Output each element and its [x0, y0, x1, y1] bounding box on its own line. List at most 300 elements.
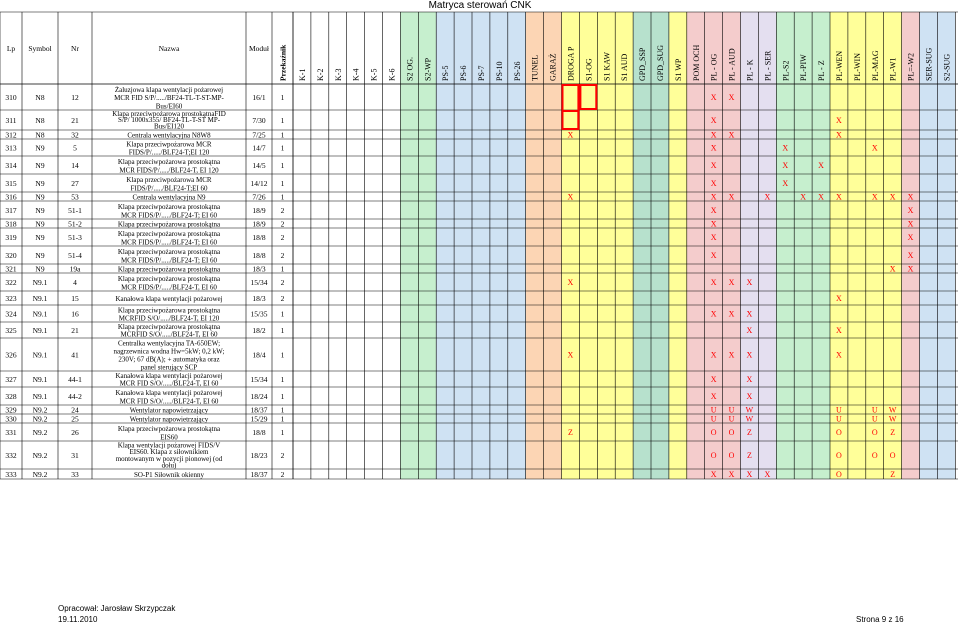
column-band — [454, 12, 472, 479]
matrix-mark: X — [710, 350, 717, 360]
row-lp: 326 — [5, 350, 17, 360]
row-lp: 322 — [5, 278, 17, 287]
matrix-mark: X — [836, 192, 842, 202]
row-name: Klapa przeciwpożarowa prostokątna — [117, 203, 221, 211]
matrix-mark: X — [710, 219, 717, 229]
row-name: Wentylator napowietrzający — [129, 406, 209, 415]
row-lp: 330 — [5, 414, 17, 424]
column-band — [937, 12, 955, 479]
row-nr: 32 — [71, 130, 79, 140]
matrix-column-header: S2-WP — [423, 57, 433, 81]
matrix-column-header: SER-SUG — [924, 47, 934, 81]
row-przekaznik: 2 — [280, 206, 285, 215]
row-symbol: N9 — [35, 192, 45, 202]
matrix-mark: X — [710, 392, 717, 401]
row-przekaznik: 1 — [280, 428, 285, 437]
row-name: Klapa przeciwpożarowa prostokątna — [117, 275, 221, 283]
matrix-column-header: PL-WEN — [834, 50, 844, 81]
matrix-column-header: S1 KAW — [602, 52, 612, 81]
row-modul: 16/1 — [252, 93, 266, 102]
row-lp: 311 — [5, 116, 17, 125]
column-band — [418, 12, 436, 479]
row-przekaznik: 1 — [280, 375, 285, 384]
matrix-mark: X — [710, 143, 717, 153]
matrix-mark: X — [746, 470, 753, 479]
row-modul: 18/24 — [250, 392, 268, 401]
column-band — [848, 12, 866, 479]
row-name: Klapa przeciwpożarowa prostokątna — [117, 158, 221, 166]
matrix-mark: X — [710, 161, 717, 170]
column-band — [669, 12, 687, 479]
row-name: Klapa przeciwpożarowa MCR — [126, 176, 212, 184]
matrix-mark: X — [710, 130, 717, 140]
matrix-mark: U — [710, 414, 717, 424]
row-lp: 332 — [5, 451, 17, 460]
row-nr: 4 — [73, 278, 77, 287]
row-przekaznik: 1 — [280, 161, 285, 170]
matrix-mark: Z — [747, 428, 752, 437]
row-symbol: N9 — [35, 264, 45, 274]
row-modul: 7/26 — [252, 192, 266, 202]
matrix-column-header: GARAŻ — [548, 53, 558, 81]
matrix-mark: O — [871, 428, 878, 437]
row-name: Klapa przeciwpożarowa prostokątna — [117, 323, 221, 331]
row-nr: 51-4 — [68, 251, 82, 260]
row-nr: 44-1 — [68, 375, 82, 384]
row-name: panel sterujący SCP — [140, 363, 198, 372]
row-name: Klapa przeciwpożarowa prostokątna — [117, 265, 221, 274]
matrix-column-header: PL-MAG — [870, 50, 880, 81]
row-name: Kanałowa klapa wentylacji pożarowej — [115, 389, 223, 397]
matrix-mark: X — [871, 143, 878, 153]
row-name: Wentylator napowietrzający — [129, 415, 209, 424]
row-modul: 18/3 — [252, 264, 266, 274]
matrix-mark: X — [746, 350, 753, 360]
row-name: Klapa przeciwpożarowa prostokątna — [117, 248, 221, 256]
row-lp: 324 — [5, 309, 17, 319]
column-band — [794, 12, 812, 479]
column-band — [812, 12, 830, 479]
matrix-mark: X — [800, 192, 807, 202]
row-nr: 19a — [69, 264, 81, 274]
row-modul: 18/37 — [250, 470, 268, 479]
row-name: Centrala wentylacyjna N8W8 — [127, 131, 211, 140]
footer-date: 19.11.2010 — [58, 615, 98, 624]
matrix-mark: X — [746, 309, 753, 319]
row-przekaznik: 1 — [280, 414, 285, 424]
matrix-mark: U — [728, 414, 735, 424]
matrix-mark: X — [746, 392, 753, 401]
matrix-mark: X — [710, 179, 717, 188]
column-band — [633, 12, 651, 479]
row-symbol: N9.1 — [32, 392, 48, 401]
row-przekaznik: 1 — [280, 179, 285, 188]
matrix-column-header: GPD_SUG — [655, 44, 665, 81]
row-modul: 18/8 — [252, 428, 266, 437]
row-lp: 317 — [5, 206, 17, 215]
row-name: MCRFID S/O/...../BLF24-T, EI 60 — [120, 330, 218, 339]
matrix-column-header: PL - Z — [817, 60, 827, 81]
footer-author: Opracował: Jarosław Skrzypczak — [58, 604, 176, 613]
matrix-mark: U — [836, 414, 842, 424]
matrix-mark: X — [782, 143, 789, 153]
matrix-column-header: GPD_SSP — [638, 47, 648, 81]
header-przekaznik: Przekaźnik — [278, 44, 288, 81]
row-name: Klapa przeciwpożarowa prostokątna — [117, 425, 221, 433]
row-modul: 18/37 — [250, 405, 268, 415]
row-lp: 318 — [5, 219, 17, 229]
row-symbol: N9 — [35, 179, 45, 188]
row-przekaznik: 2 — [280, 251, 285, 260]
matrix-column-header: K-4 — [351, 68, 361, 81]
row-lp: 310 — [5, 93, 17, 102]
matrix-mark: X — [764, 192, 771, 202]
row-lp: 333 — [5, 470, 17, 479]
row-name: MCR FID S/O/...../BLF24-T, EI 60 — [119, 379, 219, 388]
matrix-mark: Z — [890, 470, 896, 479]
row-modul: 18/2 — [252, 326, 266, 335]
header-lp: Lp — [6, 44, 16, 53]
column-band — [490, 12, 508, 479]
row-name: Klapa wentylacji pożarowej FIDS/V — [117, 441, 221, 450]
matrix-mark: X — [728, 350, 735, 360]
matrix-column-header: K-2 — [315, 68, 325, 81]
matrix-mark: X — [710, 470, 717, 479]
row-lp: 316 — [5, 192, 17, 202]
row-name: Klapa przeciwpożarowa MCR — [126, 140, 212, 149]
column-band — [920, 12, 938, 479]
matrix-mark: X — [710, 375, 717, 384]
row-przekaznik: 1 — [280, 192, 285, 202]
row-name: MCR FIDS/P/...../BLF24-T; EI 60 — [120, 238, 218, 247]
row-symbol: N9.2 — [32, 451, 48, 460]
column-band — [597, 12, 615, 479]
matrix-mark: X — [728, 309, 735, 319]
row-name: Kanałowa klapa wentylacji pożarowej — [115, 295, 223, 303]
row-lp: 321 — [5, 264, 17, 274]
matrix-column-header: PS-7 — [476, 65, 486, 81]
column-band — [544, 12, 562, 479]
row-name: nagrzewnica wodna Hw=5kW; 0,2 kW; — [113, 347, 225, 356]
matrix-mark: W — [745, 414, 754, 424]
matrix-mark: Z — [747, 451, 752, 460]
row-symbol: N9.1 — [32, 326, 48, 335]
row-name: MCR FID S/P/...../BF24-TL-T-ST-MP- — [114, 94, 224, 103]
row-symbol: N9.2 — [32, 470, 48, 479]
matrix-mark: X — [818, 192, 824, 202]
row-nr: 26 — [71, 428, 79, 437]
row-nr: 5 — [73, 143, 77, 153]
matrix-mark: X — [567, 350, 574, 360]
matrix-mark: X — [836, 294, 842, 303]
header-nr: Nr — [71, 44, 79, 53]
row-lp: 319 — [5, 233, 17, 242]
column-band — [472, 12, 490, 479]
row-name: Bus/EI120 — [154, 122, 184, 131]
row-modul: 18/23 — [250, 451, 268, 460]
matrix-column-header: K-6 — [387, 68, 397, 81]
row-symbol: N9.2 — [32, 414, 48, 424]
row-symbol: N9.2 — [32, 405, 48, 415]
row-lp: 329 — [5, 405, 17, 415]
row-modul: 15/29 — [250, 414, 268, 424]
row-lp: 327 — [5, 375, 17, 384]
row-nr: 44-2 — [68, 392, 82, 401]
row-symbol: N9.2 — [32, 428, 48, 437]
matrix-mark: X — [710, 116, 717, 125]
row-przekaznik: 1 — [280, 309, 285, 319]
row-name: montowanym w pozycji pionowej (od — [115, 454, 223, 463]
row-lp: 320 — [5, 251, 17, 260]
row-symbol: N9.1 — [32, 294, 48, 303]
row-name: Kanałowa klapa wentylacji pożarowej — [115, 372, 223, 380]
matrix-mark: X — [907, 219, 914, 229]
row-symbol: N9 — [35, 206, 45, 215]
matrix-mark: X — [567, 130, 574, 140]
matrix-mark: O — [728, 428, 735, 437]
row-name: Bus/EI60 — [155, 102, 183, 111]
matrix-mark: U — [871, 414, 878, 424]
matrix-mark: O — [836, 428, 842, 437]
matrix-mark: W — [888, 414, 897, 424]
row-name: MCR FIDS/P/...../BLF24-T; EI 60 — [120, 256, 218, 265]
matrix-mark: X — [746, 278, 753, 287]
row-modul: 18/9 — [252, 206, 266, 215]
row-nr: 14 — [71, 161, 79, 170]
matrix-mark: O — [728, 451, 735, 460]
row-lp: 323 — [5, 294, 17, 303]
matrix-mark: X — [836, 116, 842, 125]
row-modul: 18/8 — [252, 251, 266, 260]
row-symbol: N8 — [35, 93, 45, 102]
row-modul: 7/30 — [252, 116, 266, 125]
row-przekaznik: 2 — [280, 233, 285, 242]
column-band — [579, 12, 597, 479]
matrix-mark: X — [907, 206, 914, 215]
matrix-mark: X — [728, 192, 735, 202]
column-band — [526, 12, 544, 479]
row-name: MCR FIDS/P/...../BLF24-T, EI 60 — [121, 283, 217, 292]
row-symbol: N9 — [35, 161, 45, 170]
row-nr: 51-1 — [68, 206, 82, 215]
row-nr: 24 — [71, 405, 79, 415]
row-przekaznik: 1 — [280, 93, 285, 102]
row-przekaznik: 1 — [280, 405, 285, 415]
row-lp: 325 — [5, 326, 17, 335]
header-symbol: Symbol — [28, 44, 52, 53]
matrix-column-header: TUNEL — [530, 54, 540, 81]
row-symbol: N9.1 — [32, 278, 48, 287]
row-modul: 15/34 — [250, 278, 268, 287]
row-symbol: N9 — [35, 251, 45, 260]
row-nr: 41 — [71, 350, 79, 360]
matrix-column-header: PL-PIW — [799, 54, 809, 81]
row-nr: 33 — [71, 470, 79, 479]
matrix-mark: U — [871, 405, 878, 415]
row-przekaznik: 2 — [280, 470, 285, 479]
row-przekaznik: 2 — [280, 294, 285, 303]
column-band — [436, 12, 454, 479]
matrix-mark: X — [567, 278, 574, 287]
row-name: MCR FID S/O/...../BLF24-T, EI 60 — [119, 397, 219, 406]
row-nr: 12 — [71, 93, 79, 102]
row-przekaznik: 1 — [280, 116, 285, 125]
matrix-column-header: S2-SUG — [942, 53, 952, 81]
matrix-column-header: PL=-W2 — [906, 52, 916, 81]
row-name: 230V; 67 dB(A); + automatyka oraz — [118, 355, 220, 364]
matrix-mark: O — [836, 451, 842, 460]
row-symbol: N9 — [35, 219, 45, 229]
matrix-column-header: PL - OG — [709, 53, 719, 81]
matrix-mark: X — [728, 130, 735, 140]
matrix-column-header: S1-OG — [584, 58, 594, 81]
matrix-mark: X — [871, 192, 878, 202]
matrix-mark: O — [710, 428, 717, 437]
row-przekaznik: 2 — [280, 451, 285, 460]
matrix-column-header: PL - SER — [763, 50, 773, 81]
header-nazwa: Nazwa — [158, 44, 180, 53]
row-lp: 315 — [5, 179, 17, 188]
document-title: Matryca sterowań CNK — [428, 0, 532, 11]
matrix-column-header: PL-WIN — [852, 53, 862, 81]
matrix-mark: X — [836, 326, 842, 335]
matrix-mark: U — [836, 405, 842, 415]
matrix-mark: X — [836, 130, 842, 140]
matrix-mark: Z — [568, 428, 573, 437]
column-band — [776, 12, 794, 479]
matrix-mark: O — [836, 470, 842, 479]
row-przekaznik: 1 — [280, 326, 285, 335]
column-band — [508, 12, 526, 479]
matrix-mark: X — [782, 179, 789, 188]
matrix-mark: X — [836, 350, 842, 360]
footer-page-number: Strona 9 z 16 — [856, 615, 904, 624]
matrix-mark: X — [764, 470, 771, 479]
matrix-mark: X — [889, 192, 896, 202]
matrix-column-header: PS-6 — [459, 65, 469, 81]
matrix-mark: X — [710, 278, 717, 287]
row-nr: 31 — [71, 451, 79, 460]
column-band — [562, 12, 580, 479]
row-nr: 21 — [71, 326, 79, 335]
row-name: FIDS/P/...../BLF24-T;EI 60 — [130, 184, 208, 193]
row-nr: 27 — [71, 179, 79, 188]
column-band — [651, 12, 669, 479]
row-przekaznik: 1 — [280, 143, 285, 153]
matrix-mark: X — [782, 161, 789, 170]
row-przekaznik: 1 — [280, 130, 285, 140]
row-nr: 25 — [71, 414, 79, 424]
row-symbol: N9.1 — [32, 350, 48, 360]
matrix-column-header: PS-5 — [441, 65, 451, 81]
row-modul: 15/34 — [250, 375, 268, 384]
matrix-mark: X — [710, 309, 717, 319]
matrix-column-header: S1 AUD — [620, 53, 630, 81]
row-przekaznik: 1 — [280, 392, 285, 401]
row-name: Centralka wentylacyjna TA-650EW; — [117, 339, 221, 348]
matrix-mark: X — [710, 206, 717, 215]
row-modul: 7/25 — [252, 130, 266, 140]
matrix-mark: W — [745, 405, 754, 415]
row-name: dołu) — [161, 461, 177, 470]
row-lp: 331 — [5, 428, 17, 437]
matrix-column-header: POM OCH — [691, 44, 701, 81]
row-name: MCRFID S/O/...../BLF24-T, EI 120 — [118, 314, 220, 323]
row-name: Klapa przeciwpożarowa prostokątna — [117, 306, 221, 315]
row-nr: 53 — [71, 192, 79, 202]
row-modul: 14/12 — [250, 179, 268, 188]
row-modul: 18/8 — [252, 233, 266, 242]
matrix-column-header: S2 OG. — [405, 56, 415, 81]
matrix-column-header: K-5 — [369, 68, 379, 81]
row-symbol: N9 — [35, 143, 45, 153]
row-modul: 18/4 — [252, 350, 266, 360]
column-band — [902, 12, 920, 479]
row-modul: 15/35 — [250, 309, 268, 319]
row-name: MCR FIDS/P/...../BLF24-T, EI 120 — [119, 166, 219, 175]
matrix-column-header: PL - AUD — [727, 48, 737, 81]
row-lp: 312 — [5, 130, 17, 140]
matrix-column-header: K-3 — [333, 68, 343, 81]
matrix-column-header: DROGA P — [566, 46, 576, 81]
matrix-mark: O — [710, 451, 717, 460]
row-symbol: N8 — [35, 116, 45, 125]
row-name: EIS60. Klapa z siłownikiem — [129, 448, 209, 456]
matrix-mark: X — [746, 375, 753, 384]
matrix-mark: X — [728, 470, 735, 479]
header-modul: Moduł — [248, 44, 270, 53]
matrix-mark: X — [710, 251, 717, 260]
matrix-mark: X — [728, 93, 735, 102]
row-modul: 14/7 — [252, 143, 266, 153]
row-name: Żaluzjowa klapa wentylacji pożarowej — [114, 85, 224, 94]
row-przekaznik: 2 — [280, 278, 285, 287]
matrix-mark: X — [907, 192, 914, 202]
matrix-mark: X — [710, 233, 717, 242]
row-modul: 18/3 — [252, 294, 266, 303]
column-band — [615, 12, 633, 479]
row-przekaznik: 1 — [280, 264, 285, 274]
row-modul: 14/5 — [252, 161, 266, 170]
matrix-mark: X — [818, 161, 824, 170]
row-nr: 16 — [71, 309, 79, 319]
row-name: Klapa przeciwpożarowa prostokątnaFID — [112, 109, 226, 118]
matrix-mark: X — [889, 264, 896, 274]
matrix-mark: U — [728, 405, 735, 415]
matrix-mark: X — [907, 264, 914, 274]
matrix-mark: X — [907, 251, 914, 260]
row-nr: 51-2 — [68, 219, 82, 229]
row-name: MCR FIDS/P/...../BLF24-T; EI 60 — [120, 211, 218, 220]
matrix-mark: O — [871, 451, 878, 460]
row-symbol: N9.1 — [32, 309, 48, 319]
row-modul: 18/9 — [252, 219, 266, 229]
row-name: S/P/ 1000x355/ BF24-TL-T-ST MP- — [117, 116, 221, 125]
row-nr: 15 — [71, 294, 79, 303]
row-name: Klapa przeciwpożarowa prostokątna — [117, 230, 221, 238]
matrix-column-header: PS-26 — [512, 61, 522, 81]
row-lp: 313 — [5, 143, 17, 153]
row-nr: 21 — [71, 116, 79, 125]
row-lp: 314 — [5, 161, 17, 170]
row-symbol: N9.1 — [32, 375, 48, 384]
matrix-mark: X — [710, 93, 717, 102]
row-przekaznik: 2 — [280, 219, 285, 229]
matrix-column-header: PL - K — [745, 59, 755, 81]
matrix-column-header: PS-10 — [494, 61, 504, 81]
matrix-mark: O — [889, 451, 896, 460]
matrix-column-header: PL-W1 — [888, 57, 898, 81]
